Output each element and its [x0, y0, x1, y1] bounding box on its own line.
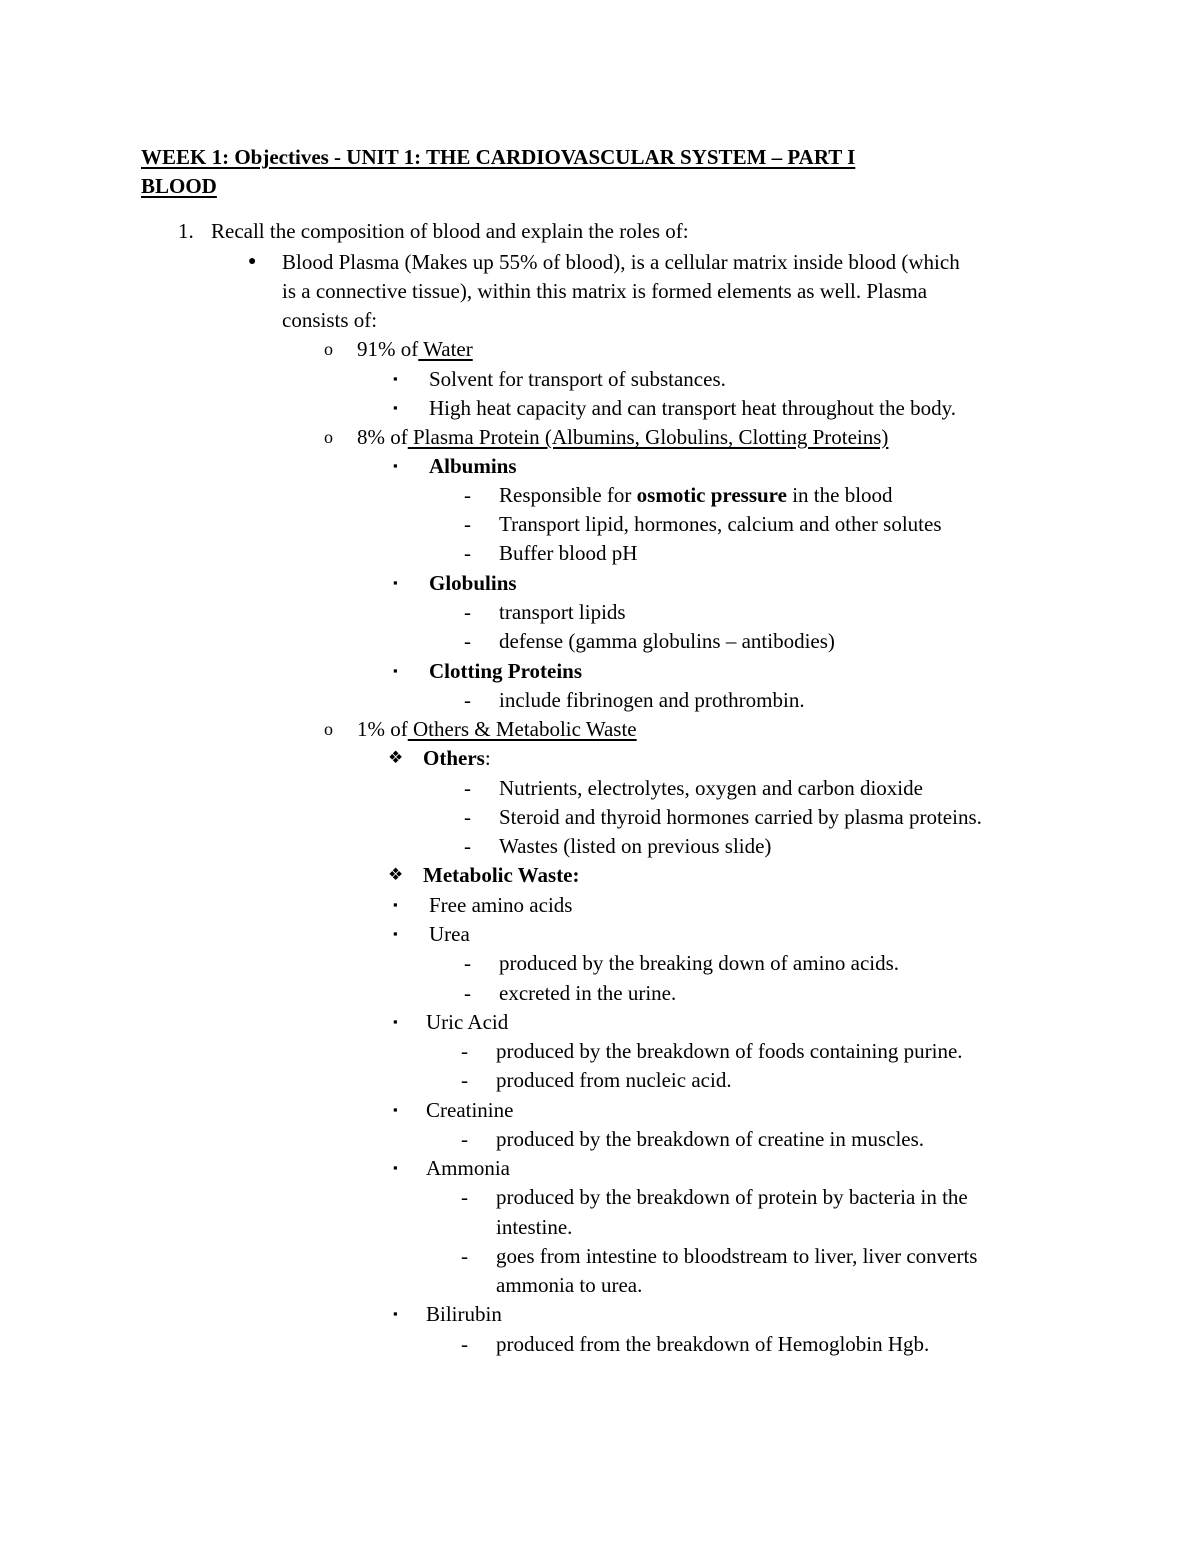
protein-label: Plasma Protein (Albumins, Globulins, Clotting Proteins) — [407, 425, 889, 449]
others-title: Others — [423, 746, 485, 770]
list-item: Solvent for transport of substances. — [429, 367, 726, 391]
square-bullet-icon: ▪ — [393, 926, 398, 941]
square-bullet-icon: ▪ — [393, 1306, 398, 1321]
others-heading — [357, 716, 637, 742]
list-item: produced by the breakdown of foods containing purine. — [496, 1039, 963, 1063]
list-item — [499, 482, 893, 508]
square-bullet-icon: ▪ — [393, 458, 398, 473]
list-item: excreted in the urine. — [499, 981, 677, 1005]
dash-bullet-icon: - — [461, 1332, 468, 1356]
dash-bullet-icon: - — [464, 688, 471, 712]
others-colon: : — [484, 746, 491, 770]
text-run: in the blood — [786, 483, 893, 507]
list-item: goes from intestine to bloodstream to liver, liver converts — [496, 1244, 978, 1268]
list-item: Transport lipid, hormones, calcium and other solutes — [499, 512, 942, 536]
text-run: Responsible for — [499, 483, 637, 507]
list-item: transport lipids — [499, 600, 626, 624]
square-bullet-icon: ▪ — [393, 897, 398, 912]
list-item: High heat capacity and can transport heat throughout the body. — [429, 396, 956, 420]
list-item: produced by the breakdown of creatine in muscles. — [496, 1127, 925, 1151]
globulins-title: Globulins — [429, 571, 517, 595]
list-item: defense (gamma globulins – antibodies) — [499, 629, 835, 653]
dash-bullet-icon: - — [464, 981, 471, 1005]
protein-prefix: 8% of — [357, 425, 408, 449]
dash-bullet-icon: - — [464, 483, 471, 507]
list-item-continued: ammonia to urea. — [496, 1273, 643, 1297]
list-item: produced from the breakdown of Hemoglobin Hgb. — [496, 1332, 930, 1356]
list-item: produced from nucleic acid. — [496, 1068, 732, 1092]
diamond-bullet-icon: ❖ — [388, 748, 404, 767]
list-item: produced by the breakdown of protein by bacteria in the — [496, 1185, 968, 1209]
protein-heading — [357, 424, 888, 450]
square-bullet-icon: ▪ — [393, 1014, 398, 1029]
list-item-continued: intestine. — [496, 1215, 573, 1239]
water-prefix: 91% of — [357, 337, 419, 361]
list-item: Nutrients, electrolytes, oxygen and carbon dioxide — [499, 776, 923, 800]
waste-amino: Free amino acids — [429, 893, 573, 917]
dash-bullet-icon: - — [464, 512, 471, 536]
plasma-line: is a connective tissue), within this matrix is formed elements as well. Plasma — [282, 279, 928, 303]
dash-bullet-icon: - — [461, 1039, 468, 1063]
square-bullet-icon: ▪ — [393, 1102, 398, 1117]
dash-bullet-icon: - — [464, 776, 471, 800]
square-bullet-icon: ▪ — [393, 663, 398, 678]
square-bullet-icon: ▪ — [393, 575, 398, 590]
square-bullet-icon: ▪ — [393, 371, 398, 386]
waste-creatinine-title: Creatinine — [426, 1098, 514, 1122]
circle-bullet-icon: o — [324, 427, 333, 447]
waste-title: Metabolic Waste: — [423, 863, 580, 887]
others-prefix: 1% of — [357, 717, 408, 741]
document-title: WEEK 1: Objectives - UNIT 1: THE CARDIOVASCULAR SYSTEM – PART I — [141, 145, 856, 169]
list-item: Steroid and thyroid hormones carried by plasma proteins. — [499, 805, 982, 829]
dash-bullet-icon: - — [464, 834, 471, 858]
dash-bullet-icon: - — [464, 805, 471, 829]
albumins-title: Albumins — [429, 454, 517, 478]
list-item: Buffer blood pH — [499, 541, 638, 565]
clotting-title: Clotting Proteins — [429, 659, 583, 683]
dash-bullet-icon: - — [461, 1185, 468, 1209]
square-bullet-icon: ▪ — [393, 400, 398, 415]
dash-bullet-icon: - — [464, 541, 471, 565]
bold-term: osmotic pressure — [636, 483, 787, 507]
water-heading — [357, 336, 473, 362]
list-item: Wastes (listed on previous slide) — [499, 834, 772, 858]
dash-bullet-icon: - — [461, 1068, 468, 1092]
diamond-bullet-icon: ❖ — [388, 865, 404, 884]
dash-bullet-icon: - — [464, 629, 471, 653]
waste-uric-title: Uric Acid — [426, 1010, 509, 1034]
others-label: Others & Metabolic Waste — [407, 717, 637, 741]
waste-urea-title: Urea — [429, 922, 470, 946]
plasma-line: consists of: — [282, 308, 378, 332]
water-label: Water — [418, 337, 473, 361]
plasma-line: Blood Plasma (Makes up 55% of blood), is a cellular matrix inside blood (which — [282, 250, 960, 274]
objective-text: Recall the composition of blood and explain the roles of: — [211, 219, 689, 243]
dash-bullet-icon: - — [461, 1127, 468, 1151]
square-bullet-icon: ▪ — [393, 1160, 398, 1175]
waste-ammonia-title: Ammonia — [426, 1156, 510, 1180]
objective-number: 1. — [178, 219, 194, 243]
circle-bullet-icon: o — [324, 719, 333, 739]
document-title-continued: BLOOD — [141, 174, 217, 198]
dash-bullet-icon: - — [461, 1244, 468, 1268]
bullet-dot-icon: ● — [248, 254, 257, 269]
circle-bullet-icon: o — [324, 339, 333, 359]
list-item: produced by the breaking down of amino acids. — [499, 951, 900, 975]
dash-bullet-icon: - — [464, 600, 471, 624]
others-title-line — [423, 745, 491, 771]
waste-bilirubin-title: Bilirubin — [426, 1302, 502, 1326]
dash-bullet-icon: - — [464, 951, 471, 975]
list-item: include fibrinogen and prothrombin. — [499, 688, 805, 712]
